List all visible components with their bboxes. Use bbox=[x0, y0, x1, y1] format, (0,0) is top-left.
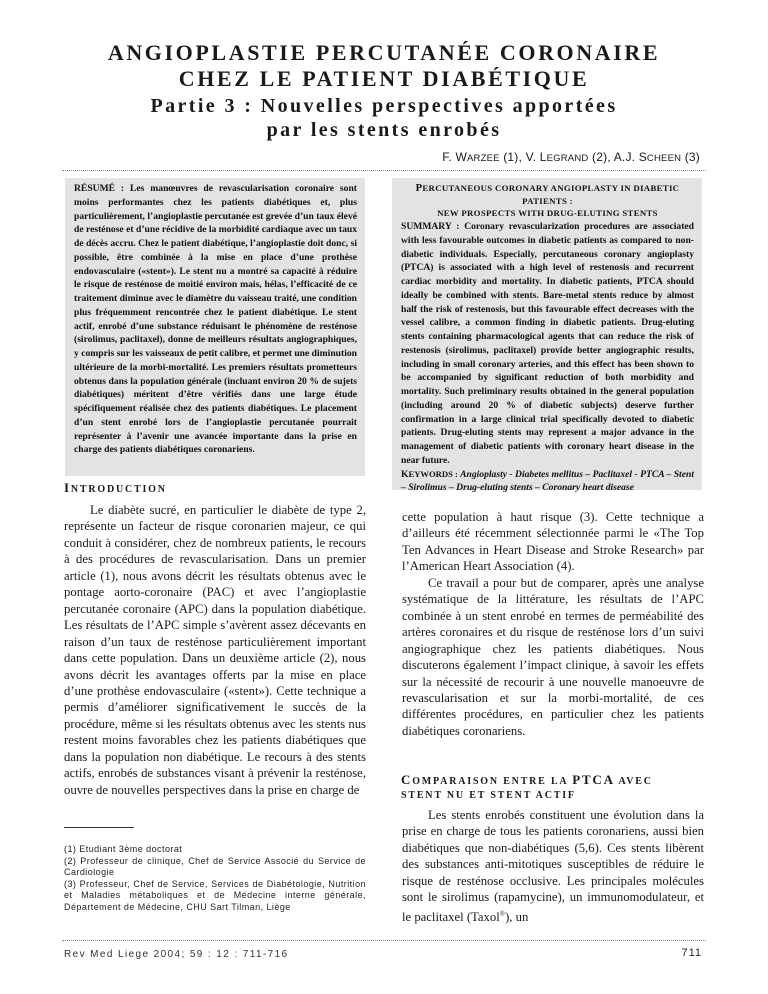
author-2-surname: EGRAND bbox=[546, 153, 589, 164]
footnote-2: (2) Professeur de clinique, Chef de Service Associé du Service de Cardiologie bbox=[64, 855, 366, 878]
continued-paragraph: cette population à haut risque (3). Cette technique a d’ailleurs été récemment sélectionnée parmi le «The Top Ten Advances in Heart Disease and Stroke Research» par l’American Heart Association (4). bbox=[402, 510, 704, 574]
page-number: 711 bbox=[681, 947, 702, 959]
comparaison-heading-line-2: STENT NU ET STENT ACTIF bbox=[401, 790, 576, 801]
keywords-label-initial: K bbox=[401, 468, 409, 480]
subtitle-line-2: par les stents enrobés bbox=[266, 119, 502, 141]
summary-title-line-2: NEW PROSPECTS WITH DRUG-ELUTING STENTS bbox=[437, 208, 658, 218]
journal-citation: Rev Med Liege 2004; 59 : 12 : 711-716 bbox=[64, 949, 289, 960]
footnotes bbox=[64, 844, 366, 914]
right-column-bottom bbox=[402, 807, 704, 925]
summary-title bbox=[401, 182, 694, 219]
comparaison-text-a: Les stents enrobés constituent une évolution dans la prise en charge de tous les patients coronariens, aussi bien diabétiques que non-diabétiques (5,6). Ces stents libèrent des substances anti-mitotiques susceptibles de réduire le risque de resténose occlusive. Les principales molécules sont le sirolimus (rapamycine), un immunomodulateur, et le paclitaxel (Taxol bbox=[402, 808, 704, 924]
comparaison-paragraph bbox=[402, 807, 704, 925]
author-2-ref: (2), bbox=[588, 150, 614, 164]
resume-box bbox=[65, 178, 365, 476]
summary-title-line-1: ERCUTANEOUS CORONARY ANGIOPLASTY IN DIABETIC PATIENTS : bbox=[422, 183, 680, 206]
comparaison-heading-ptca: PTCA bbox=[572, 772, 615, 787]
author-3-surname: CHEEN bbox=[646, 153, 682, 164]
intro-paragraph: Le diabète sucré, en particulier le diabète de type 2, représente un facteur de risque coronarien majeur, ce qui conduit à considérer, chez de nombreux patients, le recours à des procédures de revascularisation. Dans un premier article (1), nous avons décrit les résultats obtenus avec le pontage aorto-coronaire (PAC) et avec l’angioplastie percutanée coronaire (APC) dans la population diabétique. Les résultats de l’APC simple s’avèrent assez décevants en raison d’un taux de resténose particulièrement important dans cette population. Dans un deuxième article (2), nous avons décrit les avantages offerts par la mise en place d’une prothèse endovasculaire («stent»). Cette technique a permis d’améliorer significativement le succès de la procédure, même si les résultats obtenus avec les stents nus restent moins favorables chez les patients diabétiques que dans la population non diabétique. Le recours à des stents actifs, enrobés de substances visant à prévenir la resténose, ouvre de nouvelles perspectives dans la prise en charge de bbox=[64, 503, 366, 797]
comparaison-text-b: ), un bbox=[505, 909, 529, 924]
section-heading-rest: NTRODUCTION bbox=[70, 484, 167, 495]
summary-text: SUMMARY : Coronary revascularization procedures are associated with less favourable outcomes in diabetic patients as compared to non-diabetic individuals. Especially, percutaneous coronary angioplasty (PTCA) is associated with a high level of restenosis and recurrent cardiac morbidity and mortality. In diabetic patients, PTCA should ideally be combined with stents. Bare-metal stents reduce by almost half the risk of restenosis, but this favourable effect decreases with the vessel calibre, a common finding in diabetic patients. Drug-eluting stents containing pharmacological agents that can reduce the risk of restenosis (sirolimus, paclitaxel) provide better angiographic results, including in small coronary arteries, and this effect has been shown to be accompanied by significant reduction of both morbidity and mortality. Such preliminary results obtained in the general population (including around 20 % of diabetic subjects) deserve further confirmation in a large clinical trial specifically devoted to diabetic patients. Drug-eluting stents may represent a major advance in the management of diabetic patients with coronary heart disease in the near future. bbox=[401, 221, 694, 466]
keywords bbox=[401, 468, 694, 496]
author-1-initial: F. W bbox=[442, 150, 468, 164]
footnote-3: (3) Professeur, Chef de Service, Services de Diabétologie, Nutrition et Maladies métaboliques et de Médecine interne générale, Département de Médecine, CHU Sart Tilman, Liège bbox=[64, 878, 366, 912]
section-heading-introduction bbox=[64, 481, 167, 497]
left-column bbox=[64, 502, 366, 798]
author-1-surname: ARZEE bbox=[467, 153, 500, 164]
resume-text: RÉSUMÉ : Les manœuvres de revascularisation coronaire sont moins performantes chez les patients diabétiques et, plus particulièrement, l’angioplastie percutanée est grevée d’un taux élevé de resténose et d’une récidive de la morbidité cardiaque avec un taux de décès accru. Chez le patient diabétique, l’angioplastie doit donc, si possible, être combinée à la mise en place d’une prothèse endovasculaire («stent»). Le stent nu a montré sa capacité à réduire le risque de resténose de moitié environ mais, hélas, l’efficacité de ce traitement diminue avec le diamètre du vaisseau traité, une condition plus fréquemment rencontrée chez le patient diabétique. Le stent actif, enrobé d’une substance réduisant le phénomène de resténose (sirolimus, paclitaxel), donne de meilleurs résultats angiographiques, y compris sur les vaisseaux de petit calibre, et permet une diminution ultérieure de la morbi-mortalité. Les premiers résultats prometteurs obtenus dans la population générale (incluant environ 20 % de sujets diabétiques) méritent d’être vérifiés dans une large étude spécifiquement réalisée chez des patients diabétiques. Le placement d’un stent enrobé lors de l’angioplastie percutanée pourrait représenter à l’avenir une avancée importante dans la prise en charge des patients diabétiques coronariens. bbox=[74, 183, 357, 456]
keywords-label: EYWORDS : bbox=[408, 468, 461, 479]
summary-title-initial: P bbox=[415, 183, 423, 194]
registered-mark: ® bbox=[499, 909, 506, 918]
right-column-top bbox=[402, 509, 704, 739]
section-heading-comparaison bbox=[401, 773, 653, 803]
header-divider bbox=[62, 170, 706, 171]
author-2-initial: V. L bbox=[525, 150, 547, 164]
footnote-1: (1) Etudiant 3ème doctorat bbox=[64, 844, 183, 854]
comparaison-heading-part-b: AVEC bbox=[614, 776, 653, 787]
summary-box bbox=[392, 178, 702, 494]
objective-paragraph: Ce travail a pour but de comparer, après une analyse systématique de la littérature, les résultats de l’APC combinée à un stent enrobé en termes de perméabilité des artères coronaires et du risque de resténose lors d’un suivi angiographique chez les patients diabétiques. Nous discuterons également l’impact clinique, à savoir les effets sur la nécessité de recourir à une nouvelle manoeuvre de revascularisation et sur la morbi-mortalité, de ces différentes procédures, en particulier chez les patients diabétiques coronariens. bbox=[402, 575, 704, 738]
subtitle-line-1: Partie 3 : Nouvelles perspectives apportées bbox=[150, 95, 618, 117]
author-list bbox=[442, 150, 700, 164]
keywords-list: Angioplasty - Diabetes mellitus – Paclitaxel - PTCA – Stent – Sirolimus – Drug-eluting stents – Coronary heart disease bbox=[401, 468, 694, 494]
section-heading-initial: I bbox=[64, 480, 71, 495]
author-1-ref: (1), bbox=[499, 150, 526, 164]
author-3-initial: A.J. S bbox=[613, 150, 647, 164]
comparaison-heading-initial: C bbox=[401, 772, 413, 787]
footer-divider bbox=[62, 940, 706, 941]
title-line-1: ANGIOPLASTIE PERCUTANÉE CORONAIRE bbox=[107, 40, 661, 65]
footnote-rule bbox=[64, 827, 134, 828]
author-3-ref: (3) bbox=[681, 150, 700, 164]
comparaison-heading-part-a: OMPARAISON ENTRE LA bbox=[412, 776, 573, 787]
title-line-2: CHEZ LE PATIENT DIABÉTIQUE bbox=[178, 66, 590, 91]
